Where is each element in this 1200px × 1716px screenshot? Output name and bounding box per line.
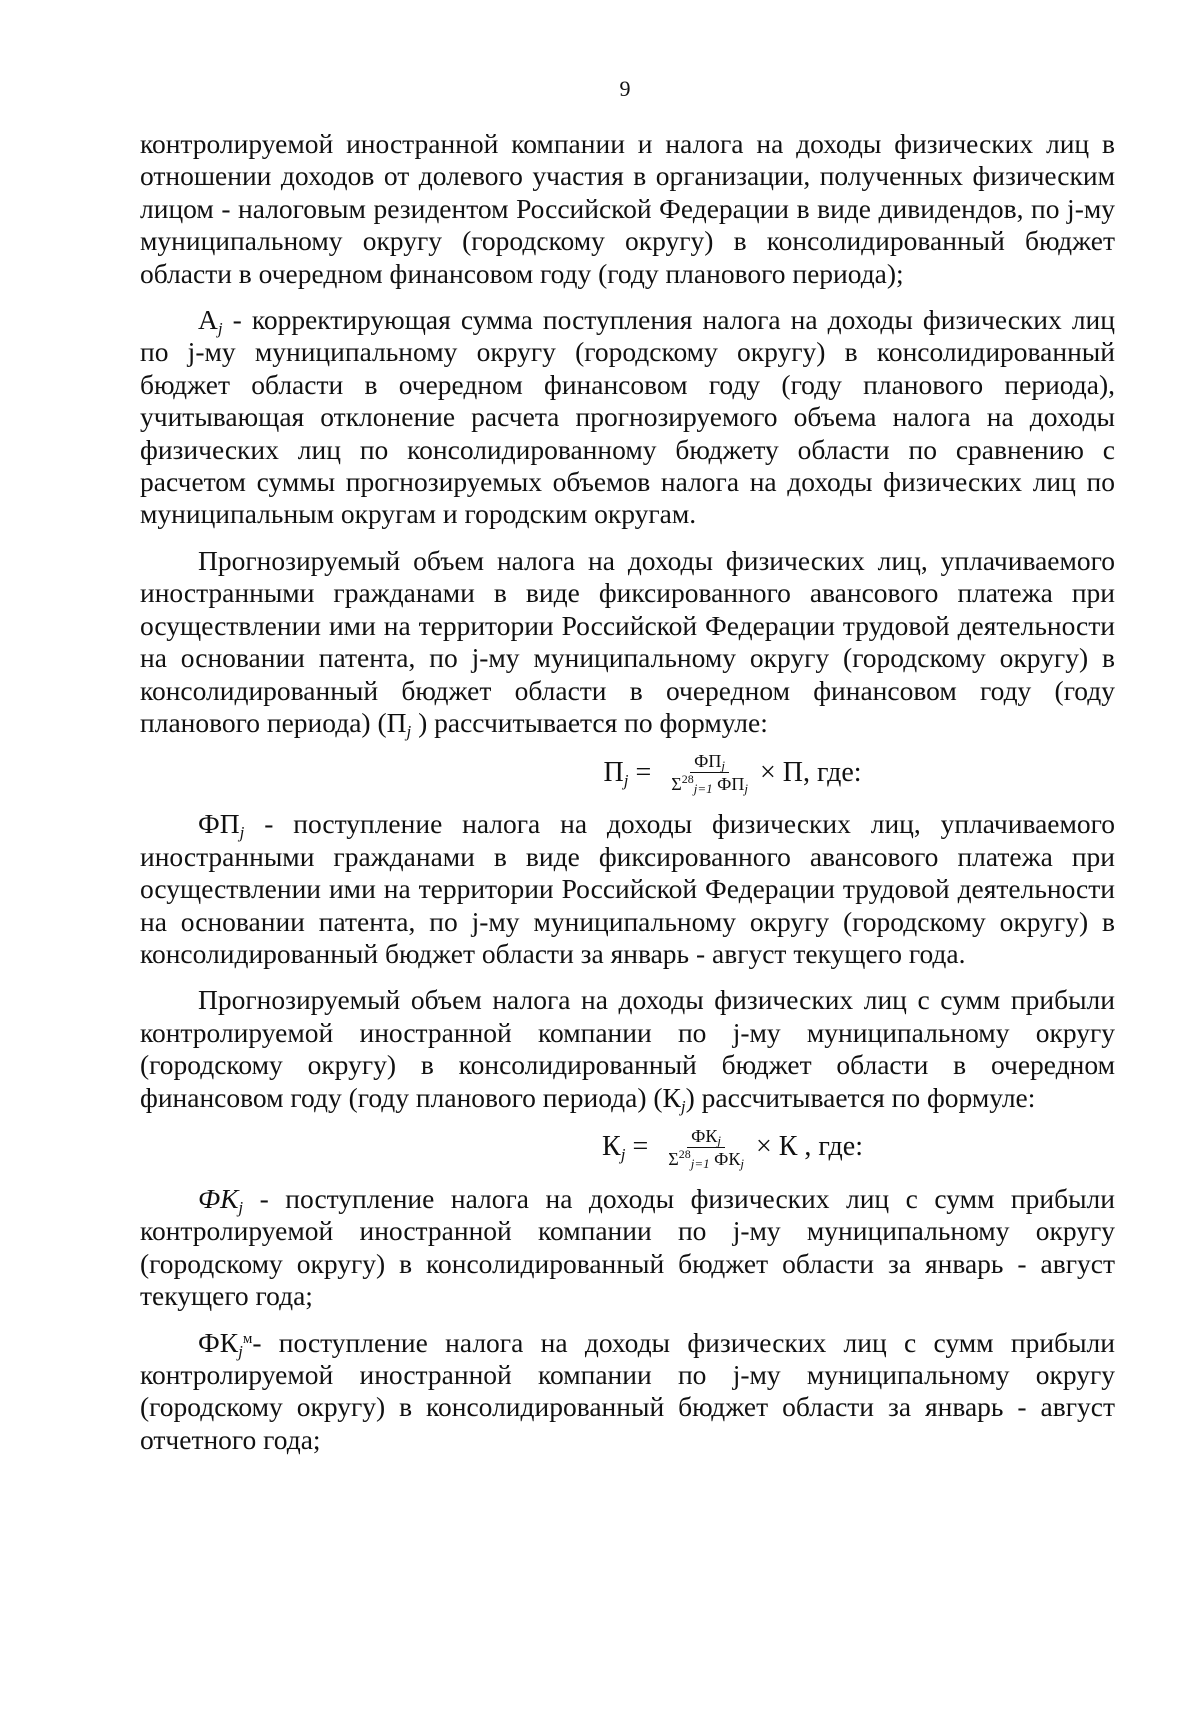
- cfc-paragraph-text: Прогнозируемый объем налога на доходы физических лиц с сумм прибыли контролируемой иностранной компании по j-му муниципальному округу (городскому округу) в консолидированный бюджет области в очередном финансовом году (году планового периода) (К: [140, 984, 1115, 1113]
- definition-fp-text: - поступление налога на доходы физических лиц, уплачиваемого иностранными гражданами в виде фиксированного авансового платежа при осуществлении ими на территории Российской Федерации трудовой деятельности на основании патента, по j-му муниципальному округу (городскому округу) в консолидированный бюджет области за январь - август текущего года.: [140, 808, 1115, 969]
- term-symbol-fk: ФК: [198, 1182, 239, 1214]
- cfc-paragraph: [140, 984, 1115, 1114]
- term-subscript-fk: j: [238, 1197, 244, 1217]
- definition-a: [140, 304, 1115, 531]
- definition-fp: [140, 808, 1115, 970]
- term-subscript-fp: j: [239, 823, 245, 843]
- formula-k: [140, 1126, 1115, 1169]
- term-symbol-a: A: [198, 304, 218, 336]
- term-subscript-fkm: j: [238, 1341, 243, 1361]
- formula-p: [140, 751, 1115, 797]
- cfc-paragraph-subscript: j: [680, 1096, 686, 1116]
- term-superscript-fkm: м: [242, 1330, 253, 1347]
- document-body: [140, 128, 1115, 1456]
- page-number: 9: [619, 76, 631, 101]
- formula-k-lhs: $К_j$ =: [602, 1131, 649, 1165]
- cfc-paragraph-tail: ) рассчитывается по формуле:: [685, 1081, 1036, 1113]
- formula-p-rhs: × П, где:: [759, 756, 862, 788]
- definition-fk: [140, 1183, 1115, 1313]
- formula-k-denominator: $\Sigma^{28}_{j=1}$ $ФК_j$: [668, 1146, 744, 1171]
- patent-paragraph-subscript: j: [406, 721, 412, 741]
- formula-p-fraction: [667, 751, 752, 797]
- definition-fkm-text: - поступление налога на доходы физических лиц с сумм прибыли контролируемой иностранной компании по j-му муниципальному округу (городскому округу) в консолидированный бюджет области за январь - август отчетного года;: [140, 1326, 1115, 1455]
- term-symbol-fp: ФП: [198, 808, 240, 840]
- definition-a-text: - корректирующая сумма поступления налога на доходы физических лиц по j-му муниципальному округу (городскому округу) в консолидированный бюджет области в очередном финансовом году (году планового периода), учитывающая отклонение расчета прогнозируемого объема налога на доходы физических лиц по консолидированному бюджету области по сравнению с расчетом суммы прогнозируемых объемов налога на доходы физических лиц по муниципальным округам и городским округам.: [140, 304, 1115, 530]
- patent-paragraph-text: Прогнозируемый объем налога на доходы физических лиц, уплачиваемого иностранными гражданами в виде фиксированного авансового платежа при осуществлении ими на территории Российской Федерации трудовой деятельности на основании патента, по j-му муниципальному округу (городскому округу) в консолидированный бюджет области в очередном финансовом году (году планового периода) (П: [140, 544, 1115, 738]
- formula-p-lhs: $П_j$ =: [603, 756, 652, 790]
- formula-k-rhs: × К , где:: [755, 1131, 863, 1163]
- patent-paragraph: [140, 545, 1115, 739]
- term-symbol-fkm: ФК: [198, 1326, 239, 1358]
- formula-p-denominator: $\Sigma^{28}_{j=1}$ $ФП_j$: [671, 772, 748, 797]
- patent-paragraph-tail: ) рассчитывается по формуле:: [411, 706, 768, 738]
- definition-fk-text: - поступление налога на доходы физических лиц с сумм прибыли контролируемой иностранной компании по j-му муниципальному округу (городскому округу) в консолидированный бюджет области за январь - август текущего года;: [140, 1182, 1115, 1312]
- intro-paragraph: контролируемой иностранной компании и налога на доходы физических лиц в отношении доходов от долевого участия в организации, полученных физическим лицом - налоговым резидентом Российской Федерации в виде дивидендов, по j-му муниципальному округу (городскому округу) в консолидированный бюджет области в очередном финансовом году (году планового периода);: [140, 128, 1115, 289]
- term-subscript-a: j: [217, 319, 223, 339]
- formula-k-fraction: [664, 1126, 748, 1169]
- formula-k-numerator: $ФК_j$: [687, 1126, 725, 1148]
- definition-fkm: [140, 1327, 1115, 1457]
- formula-p-numerator: $ФП_j$: [690, 751, 729, 773]
